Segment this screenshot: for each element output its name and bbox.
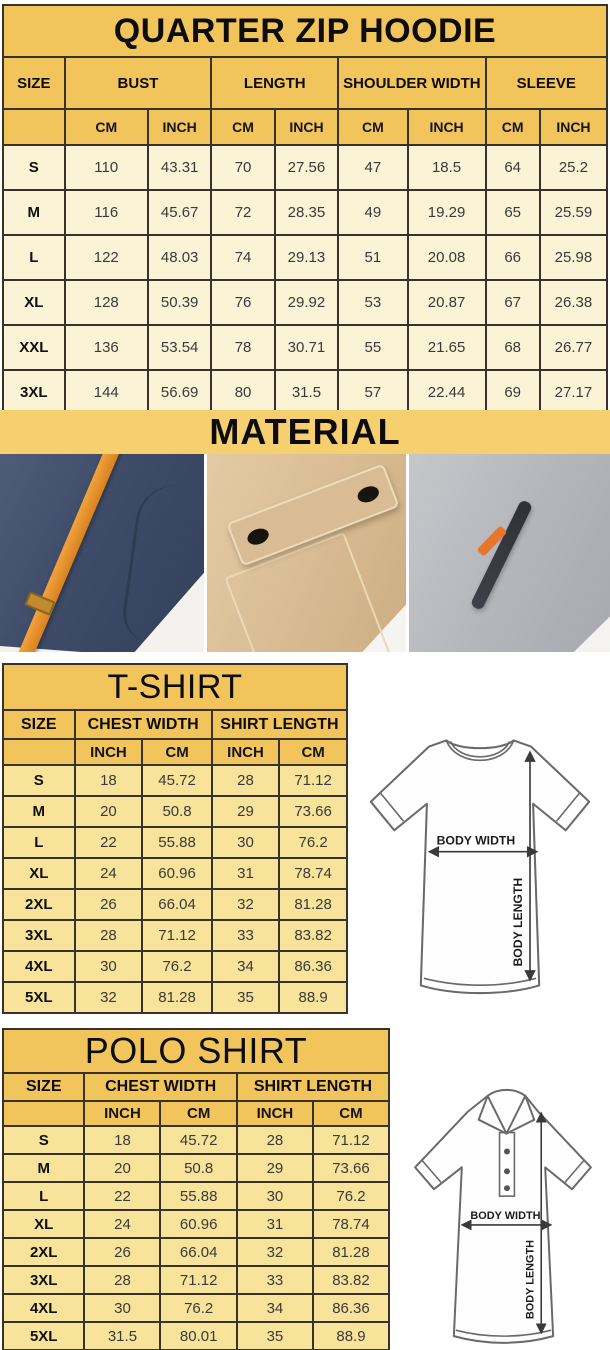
body-width-label: BODY WIDTH <box>436 833 516 848</box>
size-cell: S <box>3 1126 84 1154</box>
col-header-shirt-length: SHIRT LENGTH <box>212 710 347 739</box>
size-cell: XL <box>3 1210 84 1238</box>
value-cell: 21.65 <box>408 325 486 370</box>
value-cell: 32 <box>237 1238 313 1266</box>
size-cell: 3XL <box>3 920 75 951</box>
unit-header-inch: INCH <box>148 109 211 145</box>
table-row <box>3 1154 389 1182</box>
size-cell: XXL <box>3 325 65 370</box>
size-cell: 2XL <box>3 1238 84 1266</box>
col-header-shoulder-width: SHOULDER WIDTH <box>338 57 485 109</box>
value-cell: 27.56 <box>275 145 338 190</box>
empty-cell <box>3 739 75 765</box>
value-cell: 128 <box>65 280 148 325</box>
unit-header-cm: CM <box>160 1101 236 1126</box>
value-cell: 74 <box>211 235 274 280</box>
table-row <box>3 1182 389 1210</box>
value-cell: 80.01 <box>160 1322 236 1350</box>
value-cell: 24 <box>75 858 143 889</box>
polo-table-body <box>3 1126 389 1350</box>
value-cell: 70 <box>211 145 274 190</box>
value-cell: 25.98 <box>540 235 607 280</box>
value-cell: 45.72 <box>142 765 211 796</box>
value-cell: 34 <box>237 1294 313 1322</box>
value-cell: 83.82 <box>279 920 347 951</box>
value-cell: 76.2 <box>279 827 347 858</box>
value-cell: 73.66 <box>279 796 347 827</box>
snap-button <box>245 526 271 548</box>
value-cell: 18.5 <box>408 145 486 190</box>
table-row <box>3 796 347 827</box>
value-cell: 18 <box>84 1126 160 1154</box>
value-cell: 29.92 <box>275 280 338 325</box>
table-row <box>3 982 347 1013</box>
value-cell: 29.13 <box>275 235 338 280</box>
col-header-size: SIZE <box>3 710 75 739</box>
value-cell: 53.54 <box>148 325 211 370</box>
value-cell: 66.04 <box>160 1238 236 1266</box>
unit-header-cm: CM <box>313 1101 389 1126</box>
value-cell: 31 <box>237 1210 313 1238</box>
table-row <box>3 370 607 415</box>
heather-gray-zipper-pocket-photo <box>409 454 610 652</box>
hoodie-table-title: QUARTER ZIP HOODIE <box>3 5 607 57</box>
value-cell: 71.12 <box>160 1266 236 1294</box>
value-cell: 66.04 <box>142 889 211 920</box>
table-row <box>3 1210 389 1238</box>
value-cell: 81.28 <box>142 982 211 1013</box>
value-cell: 45.72 <box>160 1126 236 1154</box>
value-cell: 30 <box>237 1182 313 1210</box>
value-cell: 76.2 <box>142 951 211 982</box>
table-row <box>3 889 347 920</box>
value-cell: 88.9 <box>313 1322 389 1350</box>
value-cell: 86.36 <box>313 1294 389 1322</box>
size-cell: 5XL <box>3 1322 84 1350</box>
value-cell: 20.08 <box>408 235 486 280</box>
size-cell: 2XL <box>3 889 75 920</box>
hoodie-size-table <box>2 4 608 416</box>
unit-header-inch: INCH <box>237 1101 313 1126</box>
value-cell: 76 <box>211 280 274 325</box>
value-cell: 26 <box>84 1238 160 1266</box>
value-cell: 71.12 <box>279 765 347 796</box>
value-cell: 78.74 <box>313 1210 389 1238</box>
value-cell: 67 <box>486 280 540 325</box>
value-cell: 22 <box>84 1182 160 1210</box>
value-cell: 34 <box>212 951 279 982</box>
polo-table-title: POLO SHIRT <box>3 1029 389 1073</box>
size-cell: 3XL <box>3 1266 84 1294</box>
table-row <box>3 1266 389 1294</box>
value-cell: 24 <box>84 1210 160 1238</box>
size-cell: 4XL <box>3 951 75 982</box>
polo-measure-diagram <box>396 1076 610 1350</box>
table-row <box>3 325 607 370</box>
table-row <box>3 235 607 280</box>
value-cell: 28 <box>84 1266 160 1294</box>
col-header-bust: BUST <box>65 57 212 109</box>
value-cell: 31.5 <box>84 1322 160 1350</box>
value-cell: 136 <box>65 325 148 370</box>
unit-header-cm: CM <box>65 109 148 145</box>
value-cell: 22.44 <box>408 370 486 415</box>
size-cell: S <box>3 765 75 796</box>
col-header-shirt-length: SHIRT LENGTH <box>237 1073 389 1101</box>
unit-header-inch: INCH <box>75 739 143 765</box>
value-cell: 53 <box>338 280 407 325</box>
polo-button <box>504 1168 510 1174</box>
unit-header-inch: INCH <box>540 109 607 145</box>
size-cell: 5XL <box>3 982 75 1013</box>
col-header-size: SIZE <box>3 57 65 109</box>
value-cell: 86.36 <box>279 951 347 982</box>
value-cell: 78 <box>211 325 274 370</box>
unit-header-cm: CM <box>142 739 211 765</box>
value-cell: 64 <box>486 145 540 190</box>
value-cell: 32 <box>212 889 279 920</box>
value-cell: 65 <box>486 190 540 235</box>
table-row <box>3 1294 389 1322</box>
value-cell: 20 <box>75 796 143 827</box>
size-cell: 3XL <box>3 370 65 415</box>
size-cell: M <box>3 1154 84 1182</box>
value-cell: 69 <box>486 370 540 415</box>
size-cell: M <box>3 190 65 235</box>
value-cell: 76.2 <box>313 1182 389 1210</box>
unit-header-inch: INCH <box>408 109 486 145</box>
col-header-chest-width: CHEST WIDTH <box>75 710 212 739</box>
unit-header-cm: CM <box>338 109 407 145</box>
size-cell: S <box>3 145 65 190</box>
size-cell: XL <box>3 280 65 325</box>
value-cell: 26.77 <box>540 325 607 370</box>
value-cell: 71.12 <box>142 920 211 951</box>
size-cell: L <box>3 1182 84 1210</box>
value-cell: 78.74 <box>279 858 347 889</box>
value-cell: 66 <box>486 235 540 280</box>
table-row <box>3 858 347 889</box>
table-row <box>3 951 347 982</box>
value-cell: 49 <box>338 190 407 235</box>
value-cell: 20.87 <box>408 280 486 325</box>
value-cell: 80 <box>211 370 274 415</box>
unit-header-cm: CM <box>486 109 540 145</box>
polo-button <box>504 1185 510 1191</box>
value-cell: 50.8 <box>160 1154 236 1182</box>
table-row <box>3 1126 389 1154</box>
value-cell: 18 <box>75 765 143 796</box>
unit-header-cm: CM <box>279 739 347 765</box>
value-cell: 81.28 <box>279 889 347 920</box>
polo-button <box>504 1148 510 1154</box>
value-cell: 48.03 <box>148 235 211 280</box>
unit-header-inch: INCH <box>212 739 279 765</box>
table-row <box>3 765 347 796</box>
value-cell: 72 <box>211 190 274 235</box>
value-cell: 31 <box>212 858 279 889</box>
value-cell: 57 <box>338 370 407 415</box>
value-cell: 25.59 <box>540 190 607 235</box>
value-cell: 35 <box>237 1322 313 1350</box>
tshirt-outline <box>371 740 589 993</box>
value-cell: 47 <box>338 145 407 190</box>
col-header-size: SIZE <box>3 1073 84 1101</box>
unit-header-inch: INCH <box>275 109 338 145</box>
value-cell: 83.82 <box>313 1266 389 1294</box>
size-cell: 4XL <box>3 1294 84 1322</box>
tshirt-measure-diagram <box>350 718 610 1014</box>
orange-drawstring <box>12 454 123 652</box>
value-cell: 122 <box>65 235 148 280</box>
value-cell: 29 <box>237 1154 313 1182</box>
value-cell: 88.9 <box>279 982 347 1013</box>
value-cell: 32 <box>75 982 143 1013</box>
unit-header-cm: CM <box>211 109 274 145</box>
value-cell: 31.5 <box>275 370 338 415</box>
value-cell: 56.69 <box>148 370 211 415</box>
snap-button <box>355 483 381 505</box>
size-cell: L <box>3 235 65 280</box>
value-cell: 33 <box>212 920 279 951</box>
tshirt-table-title: T-SHIRT <box>3 664 347 710</box>
value-cell: 55.88 <box>160 1182 236 1210</box>
value-cell: 73.66 <box>313 1154 389 1182</box>
table-row <box>3 280 607 325</box>
empty-cell <box>3 109 65 145</box>
value-cell: 19.29 <box>408 190 486 235</box>
value-cell: 71.12 <box>313 1126 389 1154</box>
value-cell: 35 <box>212 982 279 1013</box>
khaki-flap-pocket-with-snaps-photo <box>207 454 406 652</box>
size-cell: XL <box>3 858 75 889</box>
value-cell: 29 <box>212 796 279 827</box>
body-length-label: BODY LENGTH <box>524 1239 537 1320</box>
value-cell: 68 <box>486 325 540 370</box>
value-cell: 33 <box>237 1266 313 1294</box>
value-cell: 22 <box>75 827 143 858</box>
value-cell: 26.38 <box>540 280 607 325</box>
table-row <box>3 190 607 235</box>
material-banner <box>0 410 610 454</box>
value-cell: 25.2 <box>540 145 607 190</box>
value-cell: 116 <box>65 190 148 235</box>
value-cell: 28 <box>75 920 143 951</box>
tshirt-table-body <box>3 765 347 1013</box>
table-row <box>3 1322 389 1350</box>
value-cell: 27.17 <box>540 370 607 415</box>
body-length-label: BODY LENGTH <box>510 877 525 967</box>
table-row <box>3 145 607 190</box>
col-header-length: LENGTH <box>211 57 338 109</box>
value-cell: 45.67 <box>148 190 211 235</box>
unit-header-inch: INCH <box>84 1101 160 1126</box>
value-cell: 50.39 <box>148 280 211 325</box>
value-cell: 60.96 <box>160 1210 236 1238</box>
table-row <box>3 920 347 951</box>
polo-size-table <box>2 1028 390 1350</box>
value-cell: 30 <box>212 827 279 858</box>
value-cell: 26 <box>75 889 143 920</box>
value-cell: 60.96 <box>142 858 211 889</box>
material-title: MATERIAL <box>209 411 401 452</box>
value-cell: 144 <box>65 370 148 415</box>
size-cell: M <box>3 796 75 827</box>
zipper-tape <box>470 499 533 611</box>
body-width-label: BODY WIDTH <box>470 1209 541 1222</box>
value-cell: 28.35 <box>275 190 338 235</box>
value-cell: 28 <box>237 1126 313 1154</box>
value-cell: 30 <box>75 951 143 982</box>
value-cell: 30.71 <box>275 325 338 370</box>
value-cell: 76.2 <box>160 1294 236 1322</box>
table-row <box>3 1238 389 1266</box>
value-cell: 50.8 <box>142 796 211 827</box>
value-cell: 55.88 <box>142 827 211 858</box>
value-cell: 20 <box>84 1154 160 1182</box>
value-cell: 51 <box>338 235 407 280</box>
col-header-sleeve: SLEEVE <box>486 57 607 109</box>
col-header-chest-width: CHEST WIDTH <box>84 1073 236 1101</box>
value-cell: 30 <box>84 1294 160 1322</box>
value-cell: 55 <box>338 325 407 370</box>
navy-fleece-with-orange-drawstring-photo <box>0 454 204 652</box>
table-row <box>3 827 347 858</box>
value-cell: 81.28 <box>313 1238 389 1266</box>
value-cell: 43.31 <box>148 145 211 190</box>
hoodie-table-body <box>3 145 607 415</box>
value-cell: 28 <box>212 765 279 796</box>
size-cell: L <box>3 827 75 858</box>
value-cell: 110 <box>65 145 148 190</box>
tshirt-size-table <box>2 663 348 1014</box>
empty-cell <box>3 1101 84 1126</box>
